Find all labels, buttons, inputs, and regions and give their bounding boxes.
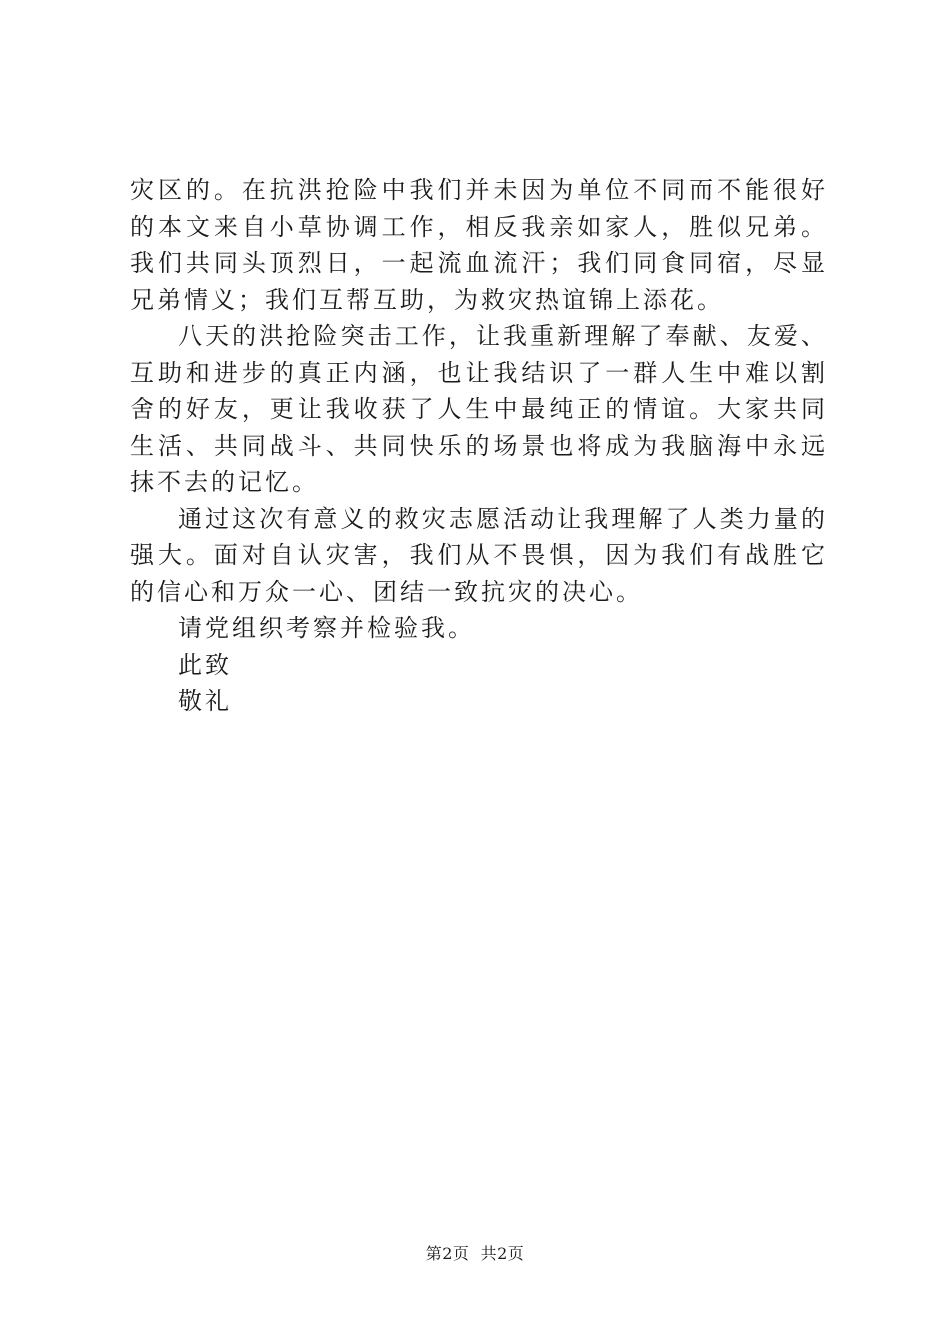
page-footer bbox=[0, 1242, 950, 1266]
page-number-label: 第2页 共2页 bbox=[425, 1244, 525, 1263]
paragraph-4: 请党组织考察并检验我。 bbox=[178, 614, 475, 642]
closing-salutation-1: 此致 bbox=[178, 650, 232, 679]
paragraph-1: 灾区的。在抗洪抢险中我们并未因为单位不同而不能很好的本文来自小草协调工作，相反我亲如家人，胜似兄弟。我们共同头顶烈日，一起流血流汗；我们同食同宿，尽显兄弟情义；我们互帮互助，为救灾热谊锦上添花。 bbox=[130, 176, 828, 314]
document-body bbox=[130, 172, 828, 720]
paragraph-3: 通过这次有意义的救灾志愿活动让我理解了人类力量的强大。面对自认灾害，我们从不畏惧，因为我们有战胜它的信心和万众一心、团结一致抗灾的决心。 bbox=[130, 504, 828, 606]
closing-salutation-2: 敬礼 bbox=[178, 687, 232, 715]
paragraph-2: 八天的洪抢险突击工作，让我重新理解了奉献、友爱、互助和进步的真正内涵，也让我结识了一群人生中难以割舍的好友，更让我收获了人生中最纯正的情谊。大家共同生活、共同战斗、共同快乐的场景也将成为我脑海中永远抹不去的记忆。 bbox=[130, 322, 828, 496]
